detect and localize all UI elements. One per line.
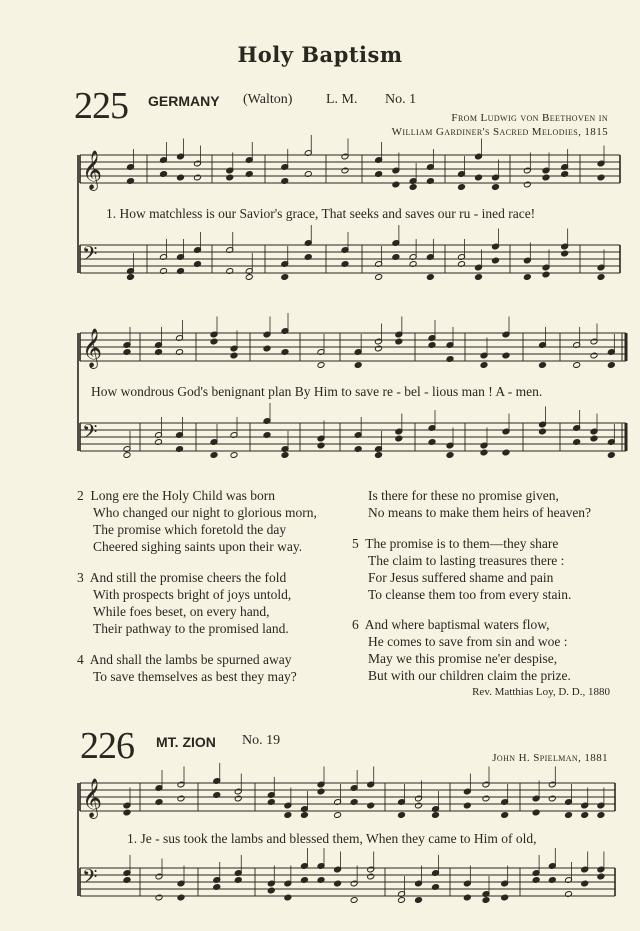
notehead [475,174,483,181]
lyric-line: How wondrous God's benignant plan By Him to save re - bel - lious man ! A - men. [91,384,543,399]
composer-credit: From Ludwig von Beethoven in [451,112,608,124]
tune-number: No. 1 [385,92,417,107]
notehead [492,257,500,264]
notehead [354,362,362,369]
notehead [341,167,349,174]
stanza: 6 And where baptismal waters flow, He comes to save from sin and woe : May we this promise ne'er despise, But with our children claim the prize. [352,617,571,683]
tune-name: MT. ZION [156,734,216,750]
notehead [573,362,581,369]
notehead [475,274,483,281]
bass-clef: 𝄢 [82,420,98,448]
notehead [317,442,325,449]
section-title: Holy Baptism [237,42,403,67]
notehead [597,274,605,281]
notehead [597,812,605,819]
notehead [542,271,550,278]
stanza: 4 And shall the lambs be spurned away To save themselves as best they may? [77,652,297,684]
treble-clef: 𝄞 [82,778,103,818]
notehead [317,788,325,795]
notehead [565,812,573,819]
stanza: 2 Long ere the Holy Child was born Who changed our night to glorious morn, The promise which foretold the day Cheered sighing saints upon their way. [77,488,317,554]
notehead [415,897,423,904]
notehead [501,812,509,819]
notehead [581,880,589,887]
notehead [432,812,440,819]
notehead [284,812,292,819]
treble-clef: 𝄞 [82,150,103,190]
notehead [463,802,471,809]
notehead [590,352,598,359]
notehead [523,274,531,281]
notehead [367,873,375,880]
notehead [155,894,163,901]
treble-clef: 𝄞 [82,328,103,368]
notehead [415,802,423,809]
notehead [194,174,202,181]
notehead [502,352,510,359]
notehead [458,184,466,191]
notehead [542,174,550,181]
notehead [375,345,383,352]
bass-clef: 𝄢 [82,242,98,270]
notehead [177,795,185,802]
notehead [446,452,454,459]
notehead [392,181,400,188]
stanza: 3 And still the promise cheers the fold With prospects bright of joys untold, While foes beset, on every hand, Their pathway to the promised land. [77,570,292,636]
notehead [226,174,234,181]
notehead [539,362,547,369]
notehead [532,809,540,816]
notehead [375,274,383,281]
stanza: 5 The promise is to them—they share The claim to lasting treasures there : For Jesus suffered shame and pain To cleanse them too from every stain. [352,536,572,602]
notehead [230,452,238,459]
lyric-line: 1. Je - sus took the lambs and blessed them, When they came to Him of old, [127,831,537,846]
notehead [482,795,490,802]
notehead [301,812,309,819]
notehead [502,449,510,456]
composer-source: William Gardiner's Sacred Melodies, 1815 [391,126,608,138]
tune-alt-name: (Walton) [243,92,293,107]
notehead [539,428,547,435]
notehead [482,897,490,904]
notehead [409,184,417,191]
notehead [284,894,292,901]
notehead [597,873,605,880]
notehead [281,452,289,459]
hymn-number: 225 [74,85,128,127]
notehead [597,174,605,181]
notehead [607,452,615,459]
notehead [281,274,289,281]
notehead [263,345,271,352]
notehead [581,812,589,819]
stanza: Is there for these no promise given, No means to make them heirs of heaven? [368,488,592,520]
notehead [367,802,375,809]
composer-credit: John H. Spielman, 1881 [492,752,608,764]
notehead [267,887,275,894]
notehead [230,352,238,359]
notehead [398,812,406,819]
notehead [480,449,488,456]
notehead [480,362,488,369]
notehead [375,452,383,459]
notehead [123,452,131,459]
notehead [607,362,615,369]
notehead [317,362,325,369]
bass-clef: 𝄢 [82,865,98,893]
notehead [210,338,218,345]
notehead [501,894,509,901]
notehead [177,174,185,181]
notehead [334,812,342,819]
notehead [398,897,406,904]
notehead [548,795,556,802]
notehead [492,184,500,191]
notehead [350,897,358,904]
notehead [127,274,135,281]
notehead [234,795,242,802]
notehead [245,274,253,281]
notehead [210,452,218,459]
notehead [523,181,531,188]
hymn-author: Rev. Matthias Loy, D. D., 1880 [472,686,610,698]
notehead [463,894,471,901]
lyric-line: 1. How matchless is our Savior's grace, That seeks and saves our ru - ined race! [106,206,536,221]
notehead [334,880,342,887]
notehead [426,274,434,281]
notehead [395,435,403,442]
tune-name: GERMANY [148,93,220,109]
notehead [177,894,185,901]
notehead [123,809,131,816]
meter: L. M. [326,92,358,107]
notehead [590,435,598,442]
notehead [561,250,569,257]
hymn-number: 226 [80,725,134,767]
notehead [395,338,403,345]
tune-number: No. 19 [242,733,281,748]
